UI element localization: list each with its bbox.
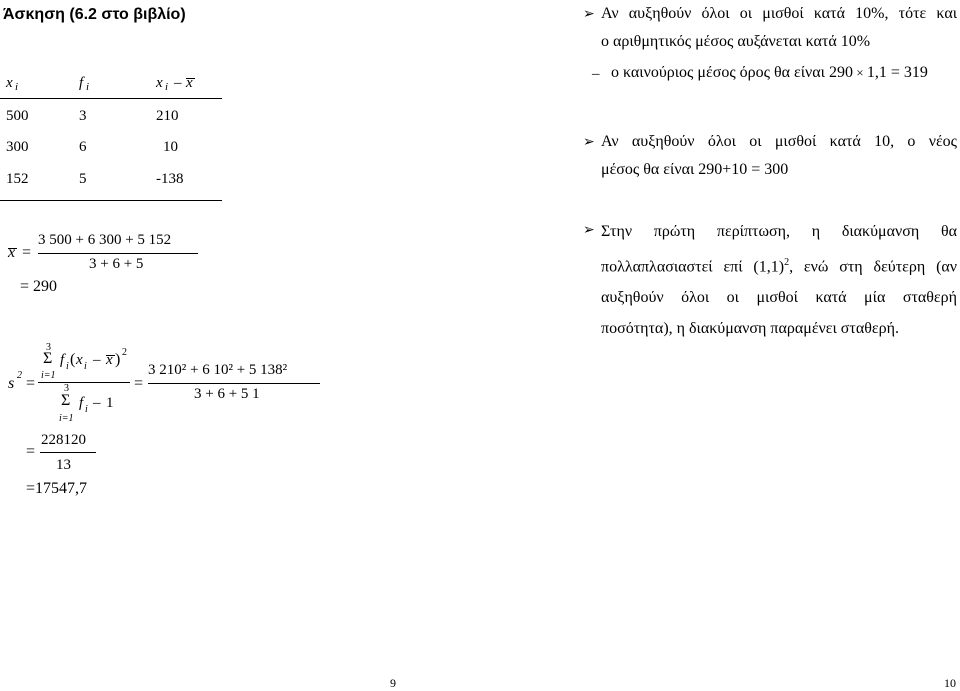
second-case-text: , ενώ στη δεύτερη (αν xyxy=(789,258,958,276)
variance-numerator-3: 228120 xyxy=(41,432,86,448)
paragraph-2-line-2: μέσος θα είναι 290+10 = 300 xyxy=(601,161,789,178)
sum-bottom: i=1 xyxy=(41,370,56,381)
factor-value: 1,1 xyxy=(866,64,887,81)
sum-f: f xyxy=(60,352,65,368)
sum-minus: – xyxy=(93,352,101,368)
table-cell: -138 xyxy=(156,171,184,187)
table-cell: 500 xyxy=(6,108,29,124)
den-sum-top: 3 xyxy=(64,383,69,394)
times-sign: × xyxy=(852,65,867,80)
den-minus: – xyxy=(93,395,101,411)
paragraph-3-line-4: ποσότητα), η διακύμανση παραμένει σταθερή. xyxy=(601,320,899,338)
den-sum-symbol-icon: Σ xyxy=(61,392,71,409)
den-f-sub: i xyxy=(85,404,88,415)
header-xi: x xyxy=(156,75,163,91)
table-cell: 210 xyxy=(156,108,179,124)
new-mean-result: = 319 xyxy=(890,64,928,81)
sum-sup: 2 xyxy=(122,347,127,358)
paragraph-3-line-1: Στην πρώτη περίπτωση, η διακύμανση θα xyxy=(601,223,957,240)
variance-equals-2: = xyxy=(134,375,144,392)
sum-symbol-icon: Σ xyxy=(43,350,53,367)
variance-fraction-bar-3 xyxy=(40,452,96,453)
exercise-title: Άσκηση (6.2 στο βιβλίο) xyxy=(3,6,186,23)
sum-x: x xyxy=(76,352,83,368)
table-bottom-border xyxy=(0,200,222,201)
mean-lhs: x xyxy=(8,244,16,261)
sum-f-sub: i xyxy=(66,361,69,372)
variance-lhs: s xyxy=(8,375,15,392)
den-f: f xyxy=(79,395,84,411)
paragraph-2-line-1: Αν αυξηθούν όλοι οι μισθοί κατά 10, ο νέος xyxy=(601,133,957,150)
table-cell: 6 xyxy=(79,139,87,155)
table-cell: 300 xyxy=(6,139,29,155)
paragraph-1-line-2: ο αριθμητικός μέσος αυξάνεται κατά 10% xyxy=(601,33,871,50)
mean-fraction-bar xyxy=(38,253,198,254)
variance-numerator-2: 3 210² + 6 10² + 5 138² xyxy=(148,362,288,378)
multiply-factor-text: πολλαπλασιαστεί επί (1,1) xyxy=(601,258,785,276)
variance-lhs-sup: 2 xyxy=(17,370,22,381)
bullet-arrow-icon: ➢ xyxy=(583,222,595,238)
paragraph-3-line-2 xyxy=(601,247,957,282)
table-cell: 3 xyxy=(79,108,87,124)
paragraph-2 xyxy=(601,128,957,184)
sum-xbar: x xyxy=(106,352,113,368)
table-cell: 5 xyxy=(79,171,87,187)
mean-lhs-overline xyxy=(8,248,17,249)
den-one: 1 xyxy=(106,395,114,411)
header-x-sub: i xyxy=(15,81,19,93)
mean-equals: = xyxy=(22,244,32,261)
paragraph-1-line-3 xyxy=(611,64,928,82)
paragraph-1-line-1: Αν αυξηθούν όλοι οι μισθοί κατά 10%, τότε και xyxy=(601,5,957,22)
new-mean-text: ο καινούριος μέσος όρος θα είναι 290 xyxy=(611,64,853,81)
variance-fraction-bar-2 xyxy=(148,383,320,384)
header-minus: – xyxy=(174,75,182,91)
paren-open: ( xyxy=(70,351,76,368)
variance-denominator-3: 13 xyxy=(56,457,71,473)
header-xi-sub: i xyxy=(165,81,169,93)
table-cell: 152 xyxy=(6,171,29,187)
dash-marker: – xyxy=(592,66,600,82)
variance-fraction-bar-1 xyxy=(38,382,130,383)
variance-equals-3: = xyxy=(26,443,36,460)
variance-equals-1: = xyxy=(26,375,36,392)
mean-numerator: 3 500 + 6 300 + 5 152 xyxy=(38,232,172,248)
table-header-divider xyxy=(0,98,222,99)
header-f-sub: i xyxy=(86,81,90,93)
header-xbar-overline xyxy=(186,78,195,79)
page-number-left: 9 xyxy=(390,676,396,690)
paragraph-1 xyxy=(601,0,957,56)
paragraph-3-line-3: αυξηθούν όλοι οι μισθοί κατά μία σταθερή xyxy=(601,289,957,307)
paragraph-3 xyxy=(601,216,957,344)
factor-exponent: 2 xyxy=(784,257,790,268)
variance-result: =17547,7 xyxy=(26,480,88,497)
mean-result: = 290 xyxy=(20,278,58,295)
header-xbar: x xyxy=(186,75,193,91)
sum-x-sub: i xyxy=(84,361,87,372)
variance-denominator-2: 3 + 6 + 5 1 xyxy=(194,386,260,402)
den-sum-bottom: i=1 xyxy=(59,413,74,424)
header-x: x xyxy=(6,75,13,91)
page-number-right: 10 xyxy=(944,676,956,690)
table-cell: 10 xyxy=(163,139,178,155)
header-f: f xyxy=(79,75,84,91)
frequency-table xyxy=(0,73,222,201)
bullet-arrow-icon: ➢ xyxy=(583,134,595,150)
bullet-arrow-icon: ➢ xyxy=(583,6,595,22)
paren-close: ) xyxy=(115,351,121,368)
sum-xbar-overline xyxy=(106,355,115,356)
sum-top: 3 xyxy=(46,342,51,353)
mean-denominator: 3 + 6 + 5 xyxy=(89,256,144,272)
